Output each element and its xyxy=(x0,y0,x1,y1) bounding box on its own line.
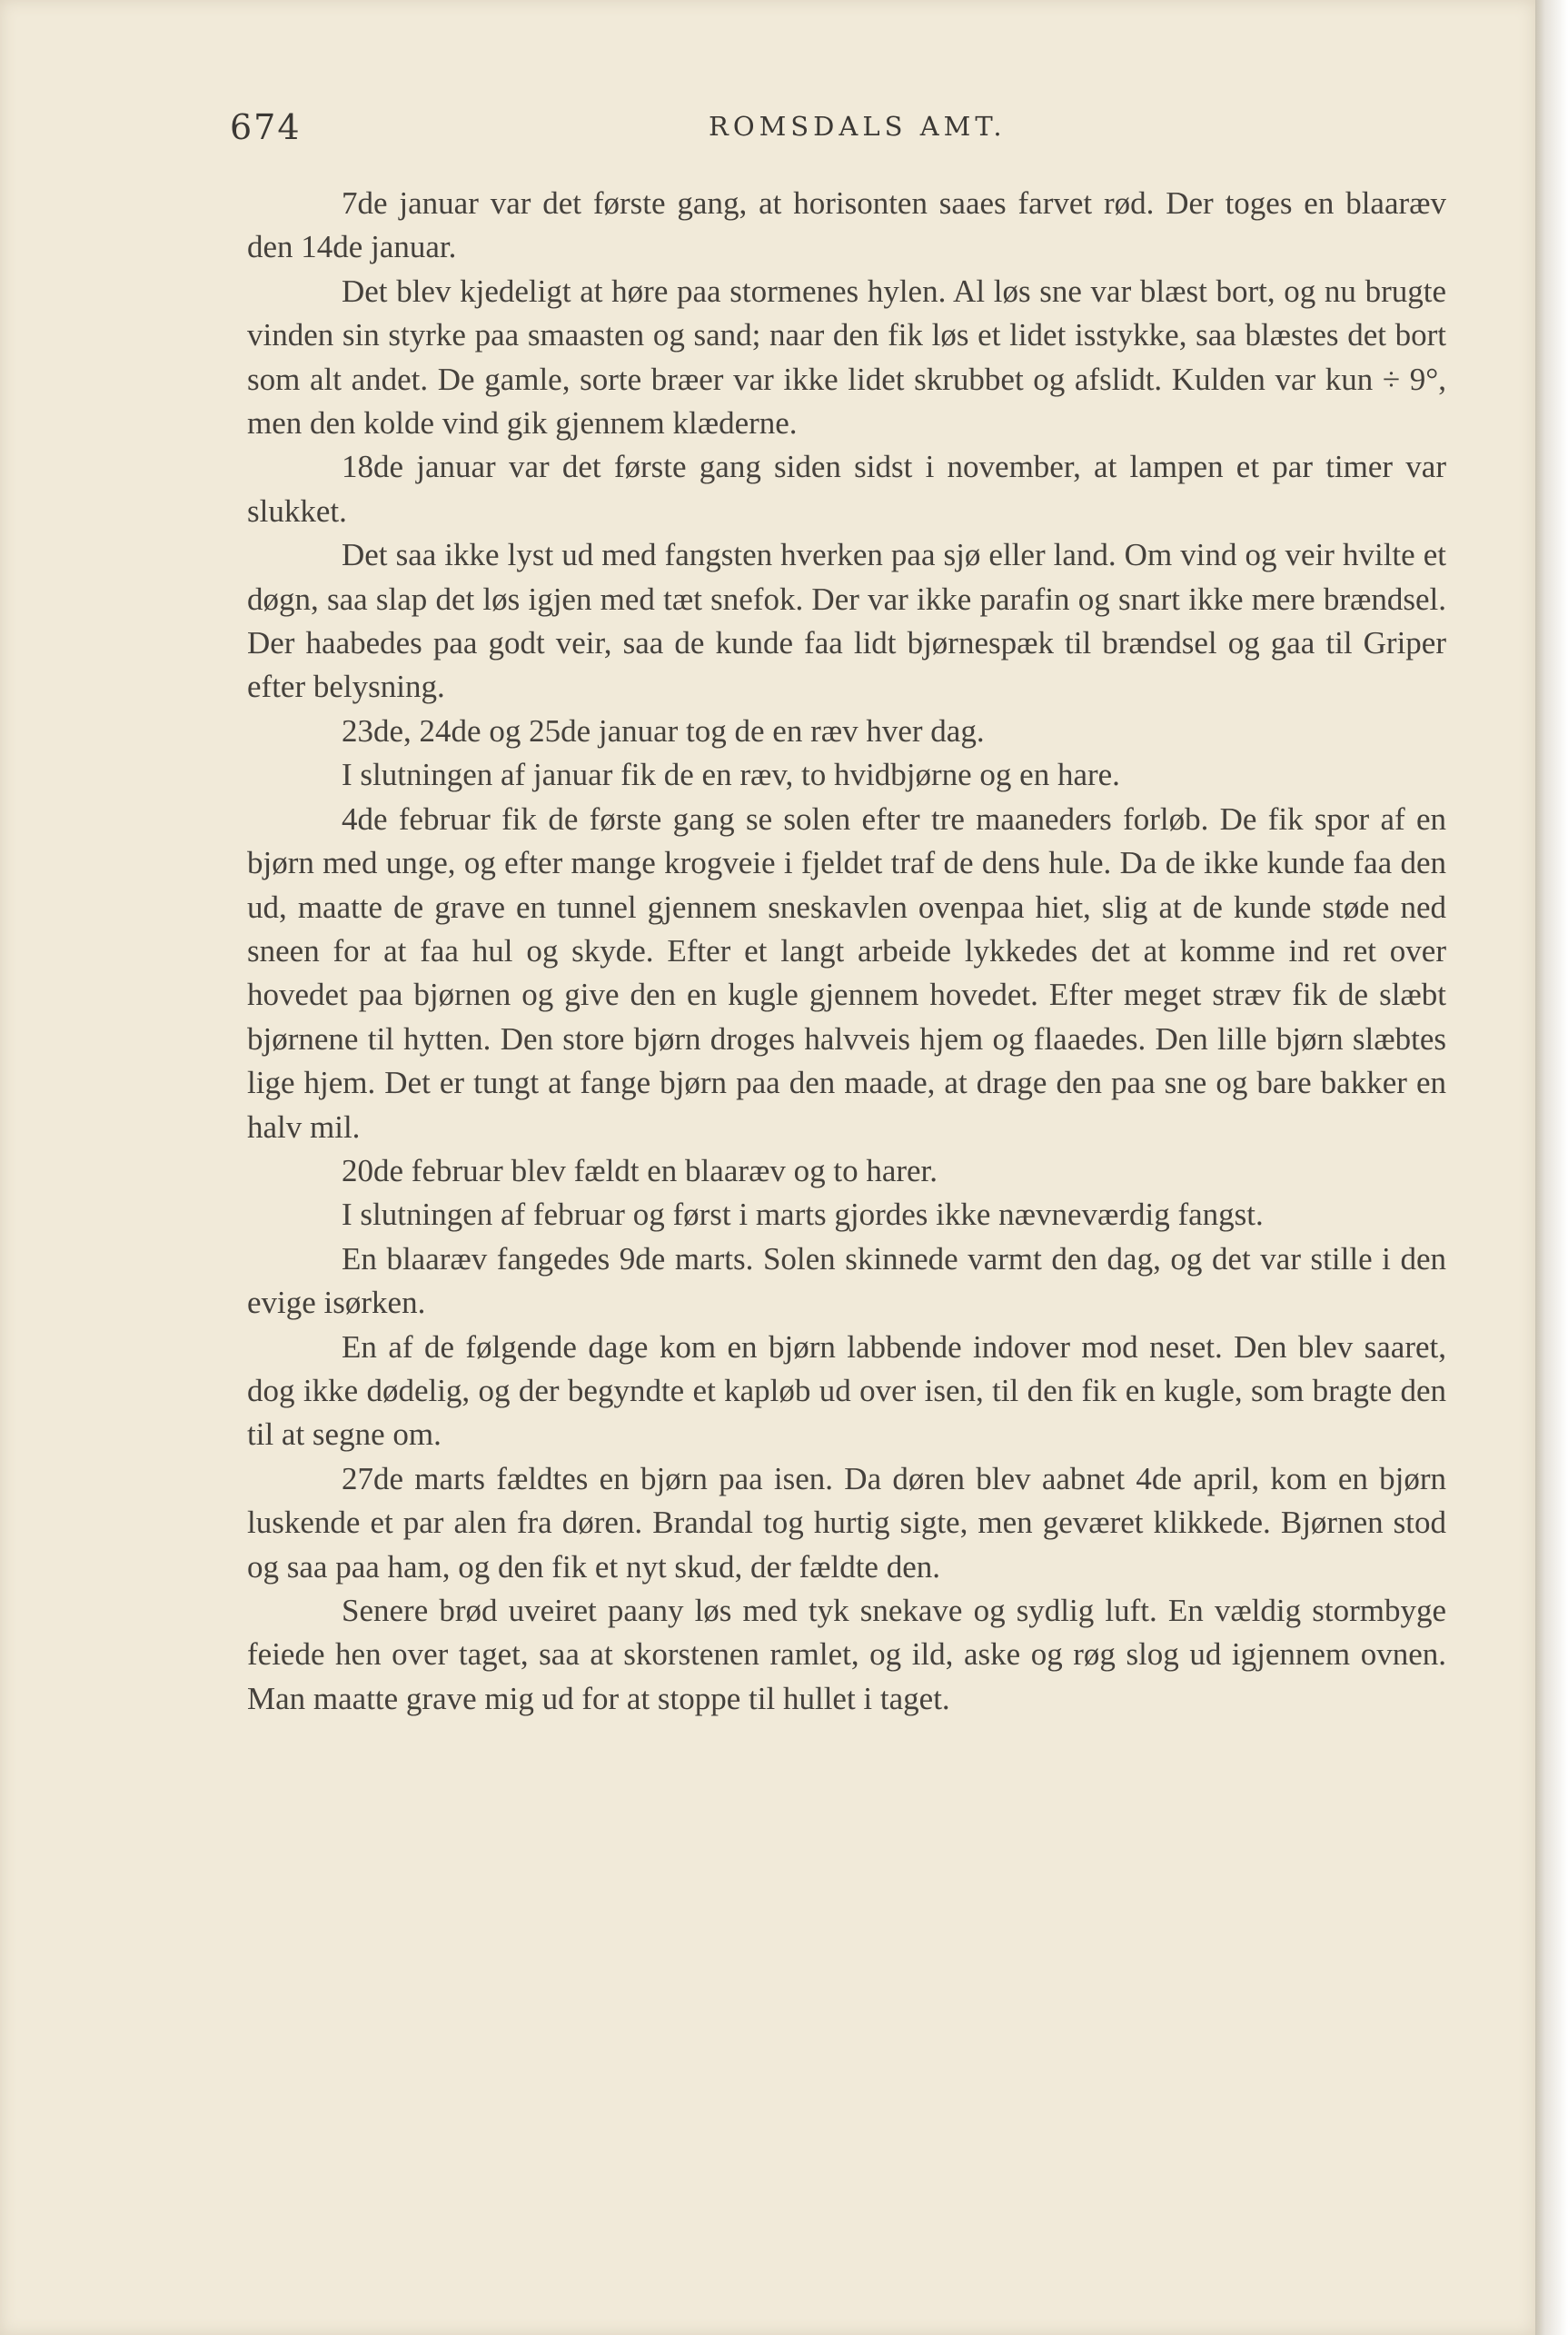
paragraph: Senere brød uveiret paany løs med tyk snekave og sydlig luft. En vældig stormbyge feiede hen over taget, saa at skorstenen ramlet, og ild, aske og røg slog ud igjennem ovnen. Man maatte grave mig ud for at stoppe til hullet i taget. xyxy=(247,1593,1446,1716)
paragraph: Det saa ikke lyst ud med fangsten hverken paa sjø eller land. Om vind og veir hvilte et døgn, saa slap det løs igjen med tæt snefok. Der var ikke parafin og snart ikke mere brændsel. Der haabedes paa godt veir, saa de kunde faa lidt bjørnespæk til brændsel og gaa til Griper efter belysning. xyxy=(247,537,1446,705)
paragraph: 18de januar var det første gang siden sidst i november, at lampen et par timer var slukket. xyxy=(247,449,1446,529)
paragraph: I slutningen af januar fik de en ræv, to hvidbjørne og en hare. xyxy=(342,757,1120,793)
paragraph: En blaaræv fangedes 9de marts. Solen skinnede varmt den dag, og det var stille i den evige isørken. xyxy=(247,1240,1446,1321)
body-text xyxy=(247,182,1446,1721)
running-head: ROMSDALS AMT. xyxy=(709,111,1007,142)
page-edge xyxy=(1535,0,1568,2335)
paragraph: En af de følgende dage kom en bjørn labbende indover mod neset. Den blev saaret, dog ikke dødelig, og der begyndte et kapløb ud over isen, til den fik en kugle, som bragte den til at segne om. xyxy=(247,1328,1446,1453)
page-number: 674 xyxy=(230,107,302,147)
paragraph: 4de februar fik de første gang se solen efter tre maaneders forløb. De fik spor af en bjørn med unge, og efter mange krogveie i fjeldet traf de dens hule. Da de ikke kunde faa den ud, maatte de grave en tunnel gjennem sneskavlen ovenpaa hiet, slig at de kunde støde ned sneen for at faa hul og skyde. Efter et langt arbeide lykkedes det at komme ind ret over hovedet paa bjørnen og give den en kugle gjennem hovedet. Efter meget stræv fik de slæbt bjørnene til hytten. Den store bjørn droges halvveis hjem og flaaedes. Den lille bjørn slæbtes lige hjem. Det er tungt at fange bjørn paa den maade, at drage den paa sne og bare bakker en halv mil. xyxy=(247,800,1446,1145)
paragraph: 23de, 24de og 25de januar tog de en ræv hver dag. xyxy=(342,712,985,749)
paragraph: Det blev kjedeligt at høre paa stormenes hylen. Al løs sne var blæst bort, og nu brugte vinden sin styrke paa smaasten og sand; naar den fik løs et lidet isstykke, saa blæstes det bort som alt andet. De gamle, sorte bræer var ikke lidet skrubbet og afslidt. Kulden var kun ÷ 9°, men den kolde vind gik gjennem klæderne. xyxy=(247,273,1446,442)
paragraph: 20de februar blev fældt en blaaræv og to harer. xyxy=(342,1152,938,1188)
paragraph: 7de januar var det første gang, at horisonten saaes farvet rød. Der toges en blaaræv den 14de januar. xyxy=(247,185,1446,265)
page-header xyxy=(0,107,1535,162)
paragraph: 27de marts fældtes en bjørn paa isen. Da døren blev aabnet 4de april, kom en bjørn luskende et par alen fra døren. Brandal tog hurtig sigte, men geværet klikkede. Bjørnen stod og saa paa ham, og den fik et nyt skud, der fældte den. xyxy=(247,1460,1446,1585)
paragraph: I slutningen af februar og først i marts gjordes ikke nævneværdig fangst. xyxy=(342,1197,1264,1233)
